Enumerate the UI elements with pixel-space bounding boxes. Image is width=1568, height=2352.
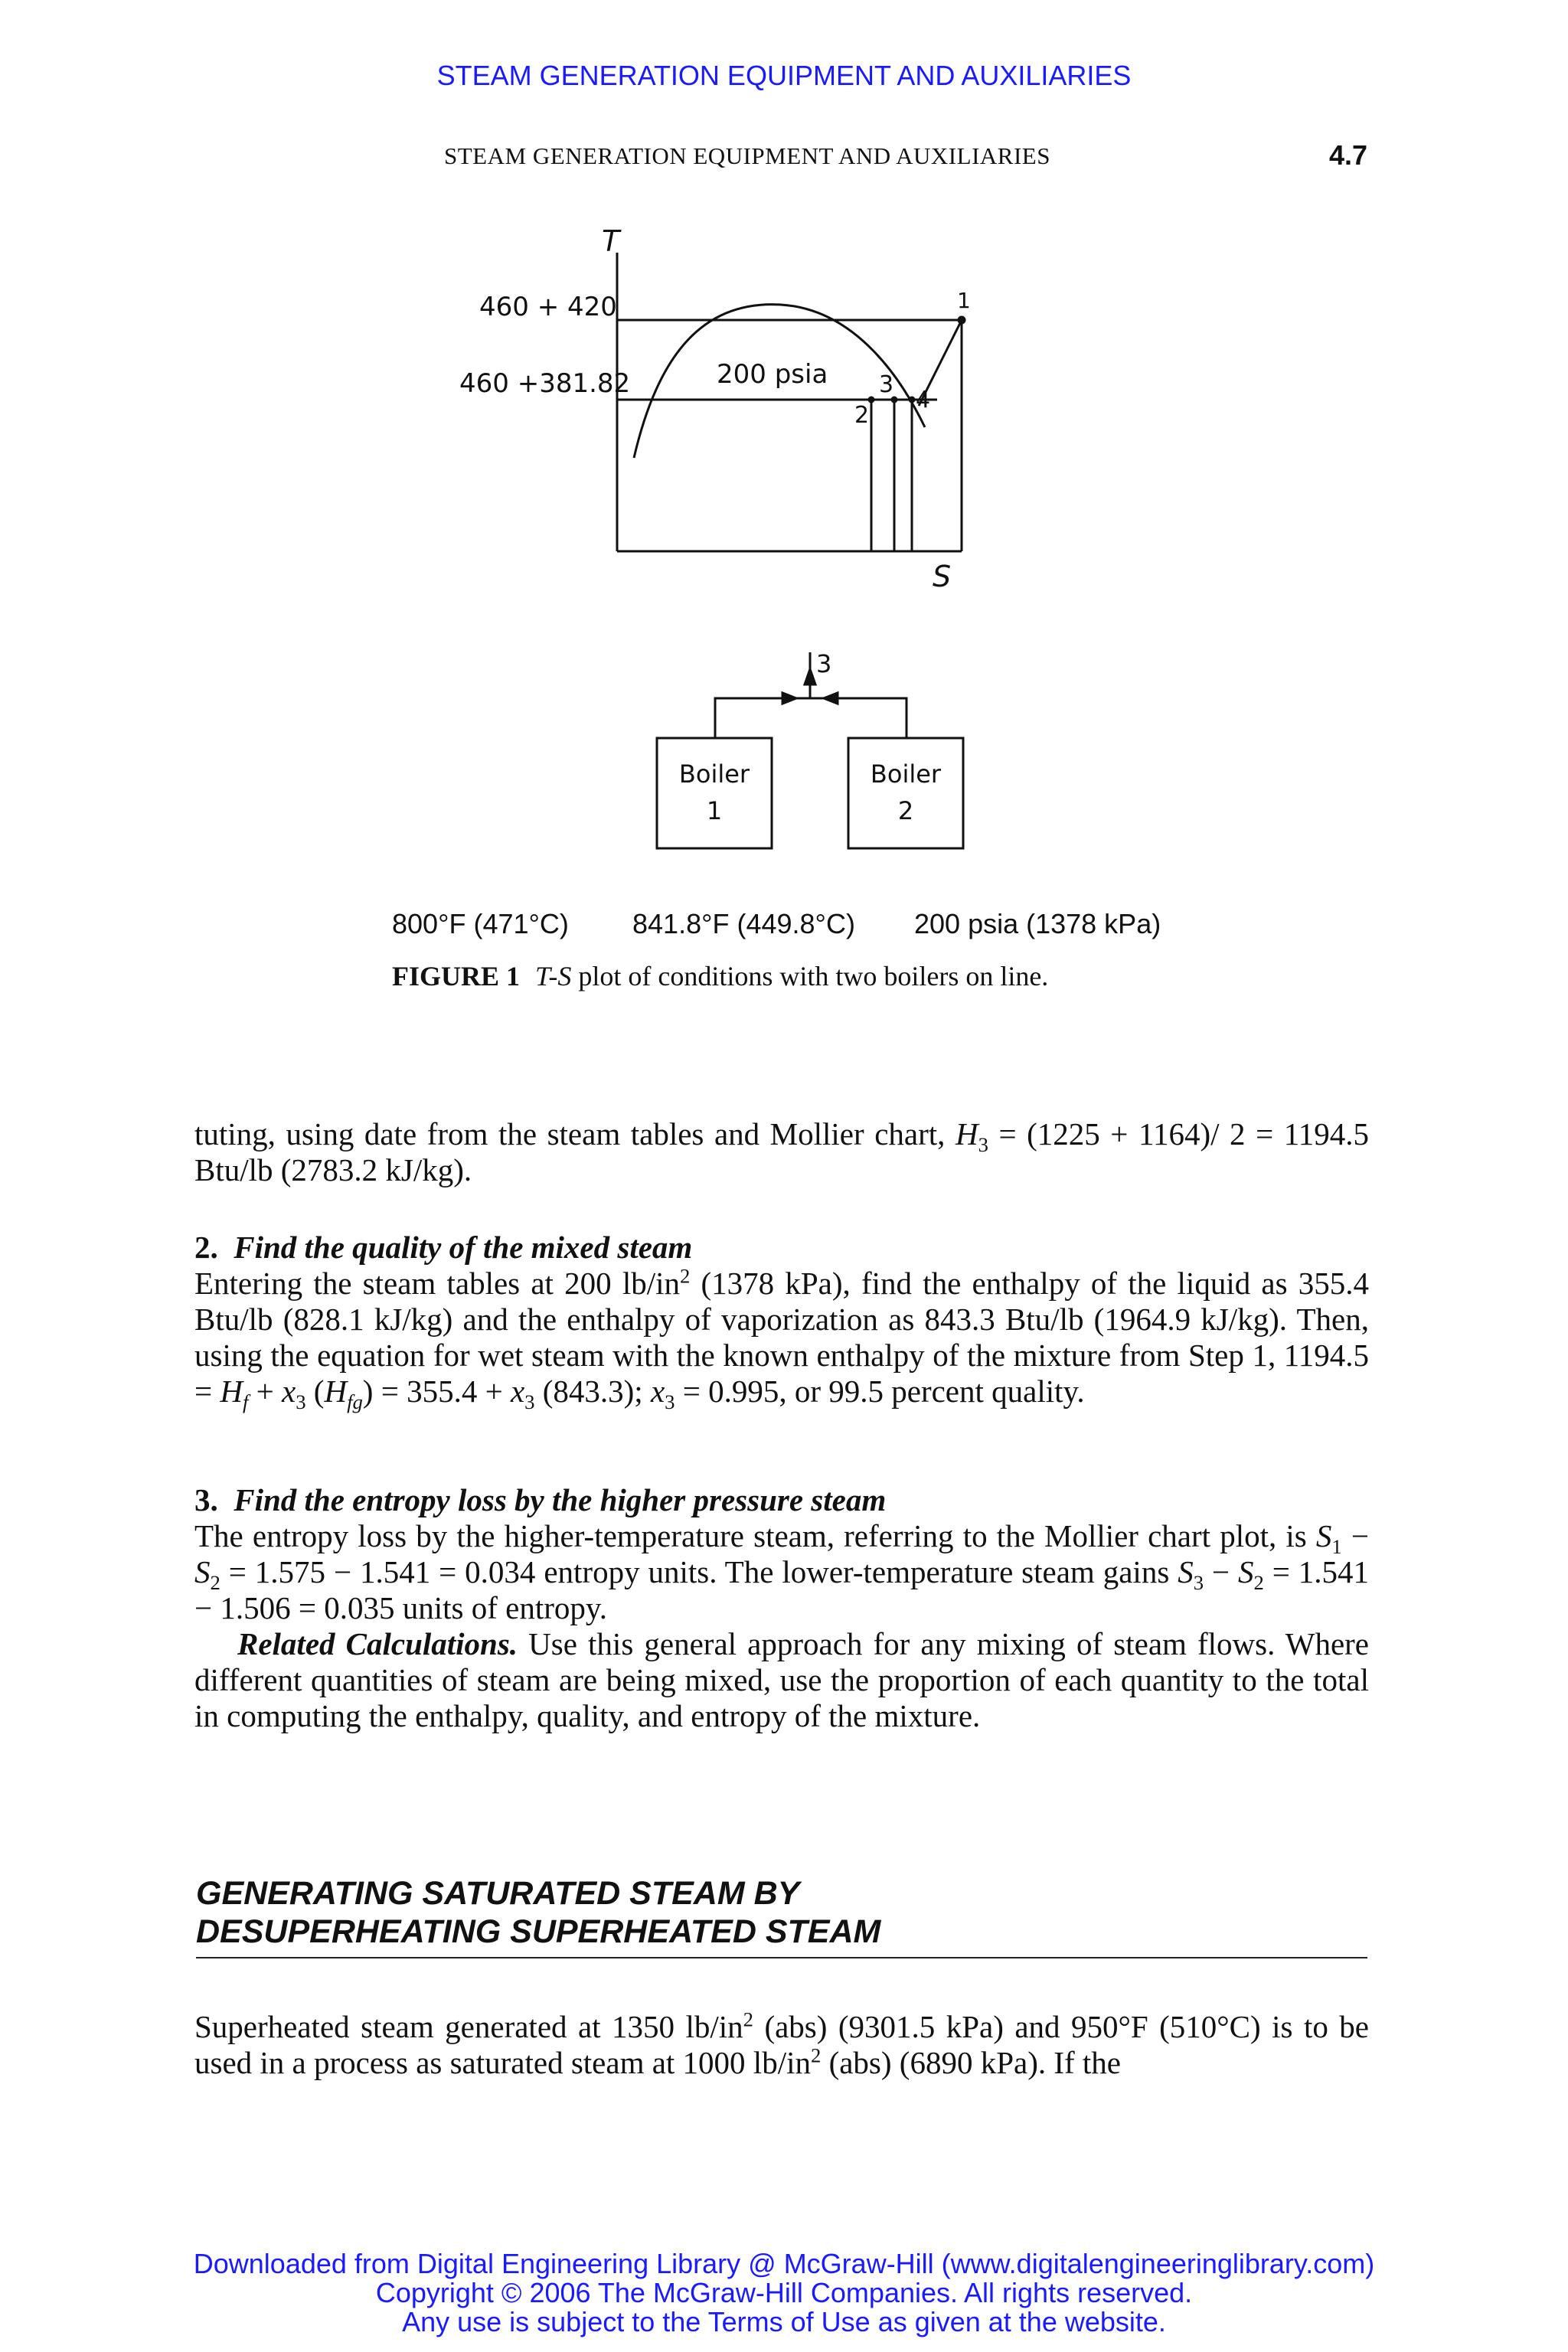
lower-temp-label: 460 +381.82: [459, 368, 631, 399]
point-2-label: 2: [854, 402, 870, 429]
ts-plot: [459, 230, 971, 593]
step-2-heading: 2. Find the quality of the mixed steam: [194, 1230, 693, 1265]
point-4-dot: [910, 397, 914, 402]
section-heading: GENERATING SATURATED STEAM BY DESUPERHEATING SUPERHEATED STEAM: [196, 1874, 1367, 1958]
condition-pressure: 200 psia (1378 kPa): [914, 908, 1161, 939]
condition-boiler-1: 800°F (471°C): [392, 908, 569, 939]
top-link[interactable]: STEAM GENERATION EQUIPMENT AND AUXILIARIES: [436, 60, 1132, 91]
footer-terms[interactable]: Any use is subject to the Terms of Use as given at the website.: [402, 2306, 1166, 2337]
boiler-2-box: [848, 738, 963, 848]
footer-download-link[interactable]: Downloaded from Digital Engineering Library @ McGraw-Hill (www.digitalengineeringlibrary.com): [193, 2248, 1375, 2279]
page-number: 4.7: [1329, 139, 1368, 171]
boiler-2-num: 2: [897, 796, 914, 825]
point-1-label: 1: [957, 288, 971, 313]
section-paragraph: Superheated steam generated at 1350 $lb/in^2$ (abs) (9301.5 kPa) and 950°F (510°C) is to be used in a process as saturated steam at 1000 $lb/in^2$ (abs) (6890 kPa). If the: [194, 2007, 1369, 2080]
outlet-label: 3: [816, 649, 832, 678]
boiler-diagram: [657, 649, 963, 848]
paragraph-step1-result: tuting, using date from the steam tables and Mollier chart, $H_3 = (1225 + 1164)/$ 2 = 1194.5 Btu/lb (2783.2 kJ/kg).: [194, 1116, 1369, 1187]
step-2-paragraph: Entering the steam tables at 200 $lb/in^2$ (1378 kPa), find the enthalpy of the liquid as 355.4 Btu/lb (828.1 kJ/kg) and the enthalpy of vaporization as 843.3 Btu/lb (1964.9 kJ/kg). Then, using the equation for wet steam with the known enthalpy of the mixture from Step 1, $1194.5 = H_f + x_3$ $(H_{fg}) = 355.4 + x_3$ (843.3); $x_3 = 0.995$, or 99.5 percent quality.: [194, 1264, 1370, 1414]
step-3-heading: 3. Find the entropy loss by the higher pressure steam: [194, 1482, 887, 1517]
boiler-1-num: 1: [706, 796, 723, 825]
pipe-boiler-1: [715, 698, 810, 738]
figure-1: [429, 230, 1057, 873]
point-4-label: 4: [916, 387, 931, 413]
condition-boiler-2: 841.8°F (449.8°C): [632, 908, 855, 939]
figure-caption: [392, 960, 1048, 992]
boiler-1-box: [657, 738, 772, 848]
caption-ts: T-S: [535, 961, 572, 991]
arrow-from-boiler-1: [782, 693, 796, 704]
related-calculations-paragraph: Related Calculations. Use this general approach for any mixing of steam flows. Where different quantities of steam are being mixed, use the proportion of each quantity to the total in computing the enthalpy, quality, and entropy of the mixture.: [194, 1626, 1369, 1733]
caption-text: plot of conditions with two boilers on line.: [571, 961, 1049, 991]
upper-temp-label: 460 + 420: [479, 292, 617, 322]
t-axis-label: T: [602, 230, 620, 258]
point-2-dot: [869, 397, 874, 402]
step-3-paragraph: The entropy loss by the higher-temperature steam, referring to the Mollier chart plot, is $S_1 - S_2 = 1.575 - 1.541 = 0.034$ entropy units. The lower-temperature steam gains $S_3 - S_2 = 1.541 - 1.506 = 0.035$ units of entropy.: [194, 1518, 1369, 1625]
running-head: STEAM GENERATION EQUIPMENT AND AUXILIARIES: [444, 142, 1050, 169]
pipe-boiler-2: [810, 698, 906, 738]
caption-label: FIGURE 1: [392, 961, 521, 991]
pressure-label: 200 psia: [717, 359, 828, 390]
s-axis-label: S: [933, 560, 952, 593]
point-3-label: 3: [879, 371, 894, 398]
point-1-dot: [959, 317, 965, 323]
step-3-block: [194, 1482, 1369, 1734]
arrow-from-boiler-2: [824, 693, 838, 704]
footer-copyright[interactable]: Copyright © 2006 The McGraw-Hill Companies. All rights reserved.: [375, 2277, 1193, 2308]
arrow-outlet: [805, 669, 815, 684]
boiler-2-word: Boiler: [870, 760, 942, 789]
step-2-block: [194, 1230, 1370, 1414]
boiler-1-word: Boiler: [678, 760, 750, 789]
